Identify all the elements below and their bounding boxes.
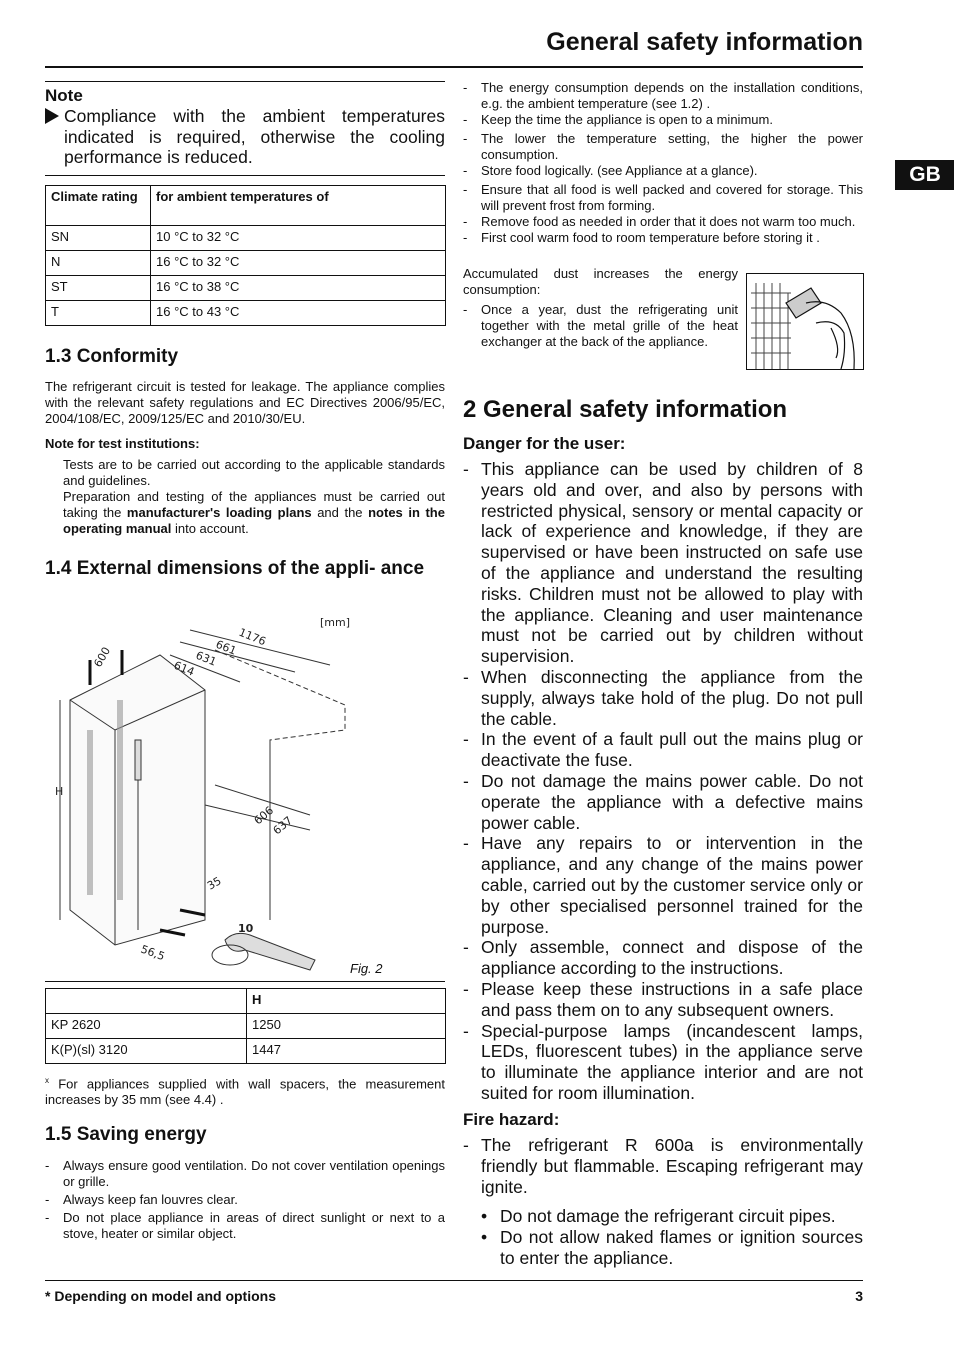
- table-row: [46, 1039, 446, 1064]
- climate-table: [45, 185, 446, 326]
- list-item: - First cool warm food to room temperature before storing it .: [463, 230, 863, 246]
- safety-heading: 2 General safety information: [463, 396, 788, 423]
- table-header-cell: Climate rating: [46, 186, 151, 226]
- table-cell: T: [46, 301, 151, 326]
- footnote-text: For appliances supplied with wall spacers, the measurement increases by 35 mm (see 4.4) .: [45, 1076, 445, 1108]
- text-run-bold: manufacturer's loading plans: [126, 505, 312, 520]
- dust-list: [463, 302, 738, 350]
- table-cell: 16 °C to 32 °C: [151, 251, 446, 276]
- list-item: • Do not damage the refrigerant circuit pipes.: [463, 1206, 863, 1227]
- fire-heading: Fire hazard:: [463, 1110, 560, 1129]
- fire-item-text: The refrigerant R 600a is environmentally friendly but flammable. Escaping refrigerant may ignite.: [481, 1135, 863, 1197]
- table-row: [46, 1014, 446, 1039]
- table-cell: 10 °C to 32 °C: [151, 226, 446, 251]
- table-row: [46, 226, 446, 251]
- list-item: - Do not damage the mains power cable. Do not operate the appliance with a defective mains power cable.: [463, 771, 863, 833]
- page-title: General safety information: [546, 28, 863, 56]
- figure-unit: [mm]: [320, 616, 351, 629]
- list-item: • Do not allow naked flames or ignition sources to enter the appliance.: [463, 1227, 863, 1269]
- language-badge: GB: [895, 160, 954, 190]
- dim-label: 35: [205, 874, 224, 893]
- dim-label: 637: [270, 813, 296, 838]
- dim-label: 631: [193, 648, 219, 669]
- list-item: [463, 1135, 863, 1197]
- table-cell: K(P)(sl) 3120: [46, 1039, 247, 1064]
- list-item: - Special-purpose lamps (incandescent lamps, LEDs, fluorescent tubes) in the appliance serve to illuminate the appliance interior and are not suited for room illumination.: [463, 1021, 863, 1104]
- energy-list: [463, 80, 863, 246]
- triangle-right-icon: [45, 108, 59, 124]
- dusting-illustration: [746, 273, 864, 370]
- conformity-text: The refrigerant circuit is tested for leakage. The appliance complies with the relevant safety regulations and EC Directives 2006/95/EC, 2004/108/EC, 2009/125/EC and 2010/30/EU.: [45, 379, 445, 426]
- test-institutions-line1: Tests are to be carried out according to the applicable standards and guidelines.: [63, 457, 445, 488]
- table-header-cell: [46, 989, 247, 1014]
- list-item: - Please keep these instructions in a safe place and pass them on to any subsequent owners.: [463, 979, 863, 1021]
- dim-label: 56,5: [138, 942, 167, 964]
- saving-heading: 1.5 Saving energy: [45, 1124, 207, 1145]
- list-item: - This appliance can be used by children of 8 years old and over, and also by persons with restricted physical, sensory or mental capacity or lack of experience and knowledge, if they are supervised or have been instructed on safe use of the appliance and understand the resulting risks. Children must not be allowed to play with the appliance. Cleaning and user maintenance must not be carried out by children without supervision.: [463, 459, 863, 667]
- list-item: - Always keep fan louvres clear.: [45, 1192, 445, 1208]
- text-run: Preparation and testing of the appliances must be carried out taking the: [63, 489, 445, 520]
- fire-bullets: [463, 1206, 863, 1268]
- footnote-mark: x: [45, 1076, 49, 1085]
- figure-bottom-rule: [45, 981, 445, 982]
- test-institutions-heading: Note for test institutions:: [45, 436, 200, 451]
- table-row: [46, 301, 446, 326]
- list-item: - The lower the temperature setting, the higher the power consumption.: [463, 131, 863, 163]
- table-row: [46, 276, 446, 301]
- text-run-bold: notes in the operating manual: [63, 505, 445, 536]
- table-cell: KP 2620: [46, 1014, 247, 1039]
- list-item: - Ensure that all food is well packed and covered for storage. This will prevent frost from forming.: [463, 182, 863, 214]
- note-bottom-rule: [45, 175, 445, 176]
- page-number: 3: [855, 1288, 863, 1304]
- test-institutions-text: [63, 457, 445, 537]
- table-header-cell: H: [247, 989, 446, 1014]
- dim-label: 10: [238, 922, 254, 935]
- dim-label: 1176: [236, 625, 268, 649]
- list-item: - Remove food as needed in order that it does not warm too much.: [463, 214, 863, 230]
- table-cell: 16 °C to 38 °C: [151, 276, 446, 301]
- list-item: - Have any repairs to or intervention in the appliance, and any change of the mains power cable, carried out by the customer service only or by other specialised personnel trained for the purpose.: [463, 833, 863, 937]
- note-body: Compliance with the ambient temperatures indicated is required, otherwise the cooling performance is reduced.: [64, 106, 445, 167]
- table-row: [46, 186, 446, 226]
- list-item: - Do not place appliance in areas of direct sunlight or next to a stove, heater or similar object.: [45, 1210, 445, 1242]
- note-box: [45, 86, 445, 168]
- footer-rule: [45, 1280, 863, 1281]
- test-institutions-line2: [63, 489, 445, 537]
- text-run: and the: [311, 505, 369, 520]
- list-item: - Only assemble, connect and dispose of the appliance according to the instructions.: [463, 937, 863, 979]
- table-cell: ST: [46, 276, 151, 301]
- note-text: [45, 106, 445, 168]
- table-cell: SN: [46, 226, 151, 251]
- figure-caption: Fig. 2: [350, 961, 383, 976]
- list-item: - Store food logically. (see Appliance at a glance).: [463, 163, 863, 179]
- table-cell: N: [46, 251, 151, 276]
- danger-list: [463, 459, 863, 1104]
- note-top-rule: [45, 81, 445, 82]
- header-rule: [45, 66, 863, 68]
- table-row: [46, 989, 446, 1014]
- table-row: [46, 251, 446, 276]
- table-header-cell: for ambient temperatures of: [151, 186, 446, 226]
- dim-label: 600: [91, 644, 114, 670]
- dim-label: 606: [251, 803, 277, 828]
- dimensions-figure: [40, 610, 450, 980]
- fire-list: [463, 1135, 863, 1197]
- table-cell: 1447: [247, 1039, 446, 1064]
- danger-heading: Danger for the user:: [463, 434, 626, 453]
- dim-label: 614: [171, 658, 197, 679]
- conformity-heading: 1.3 Conformity: [45, 346, 179, 367]
- dimensions-heading: 1.4 External dimensions of the appli- ance: [45, 558, 425, 579]
- list-item: - In the event of a fault pull out the mains plug or deactivate the fuse.: [463, 729, 863, 771]
- dimensions-table: [45, 988, 446, 1064]
- dust-text: Accumulated dust increases the energy consumption:: [463, 266, 738, 297]
- text-run: into account.: [171, 521, 249, 536]
- table-cell: 16 °C to 43 °C: [151, 301, 446, 326]
- dimensions-footnote: [45, 1073, 445, 1108]
- list-item: - Once a year, dust the refrigerating unit together with the metal grille of the heat exchanger at the back of the appliance.: [463, 302, 738, 350]
- dim-label: H: [55, 785, 64, 798]
- list-item: - The energy consumption depends on the installation conditions, e.g. the ambient temperature (see 1.2) .: [463, 80, 863, 112]
- list-item: - Always ensure good ventilation. Do not cover ventilation openings or grille.: [45, 1158, 445, 1190]
- dim-label: 661: [213, 637, 239, 658]
- table-cell: 1250: [247, 1014, 446, 1039]
- footer-note: * Depending on model and options: [45, 1288, 276, 1304]
- note-heading: Note: [45, 86, 83, 105]
- saving-list: [45, 1158, 445, 1242]
- list-item: - When disconnecting the appliance from the supply, always take hold of the plug. Do not pull the cable.: [463, 667, 863, 729]
- list-item: - Keep the time the appliance is open to a minimum.: [463, 112, 863, 128]
